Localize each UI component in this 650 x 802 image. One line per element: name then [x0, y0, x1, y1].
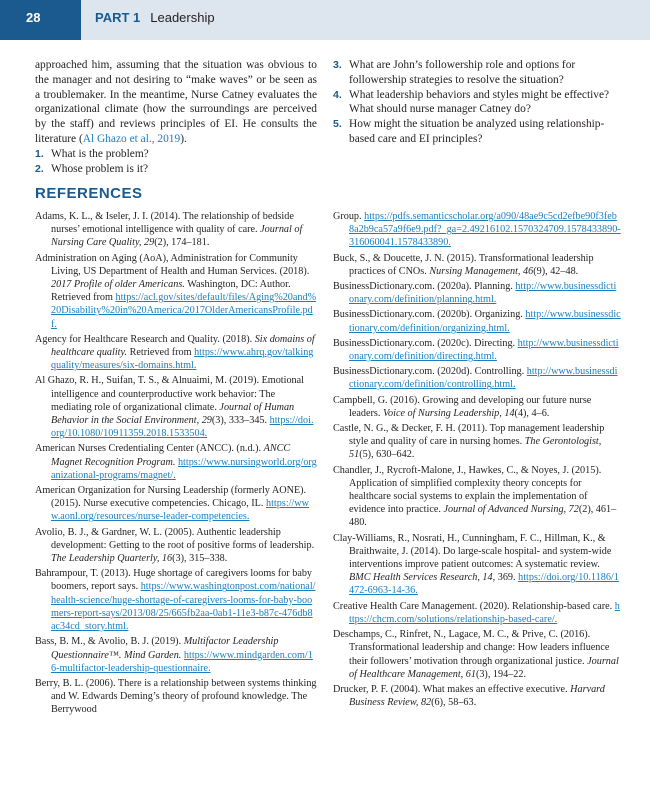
reference-link[interactable]: http://www.businessdictionary.com/definition/planning.html. — [349, 281, 617, 306]
references-heading: REFERENCES — [35, 185, 143, 202]
reference-source: 2017 Profile of older Americans. — [51, 279, 185, 291]
reference-link[interactable]: https://www.nursingworld.org/organizational-programs/magnet/. — [51, 456, 317, 481]
question-list-left — [35, 147, 317, 177]
question-number: 3. — [333, 59, 342, 71]
question-number: 4. — [333, 88, 342, 101]
reference-text: American Organization for Nursing Leadership (formerly AONE). (2015). Nurse executive competencies. Chicago, IL. — [35, 485, 307, 510]
reference-entry — [333, 308, 621, 334]
section-label: Leadership — [150, 10, 215, 25]
reference-text: Deschamps, C., Rinfret, N., Lagace, M. C., & Prive, C. (2016). Transformational leadership and change: How leaders influence their followers’ motivation through organizational justice. — [333, 629, 610, 667]
reference-text: (2), 461–480. — [349, 504, 617, 529]
reference-text: Clay-Williams, R., Nosrati, H., Cunningham, F. C., Hillman, K., & Braithwaite, J. (2014). Do large-scale hospital- and system-wide interventions improve patient outcomes: A systematic review. — [333, 532, 612, 571]
reference-source: Journal of Advanced Nursing, 72 — [443, 504, 579, 516]
references-left-column — [35, 210, 317, 719]
references-right-column — [333, 210, 621, 711]
reference-source: ANCC Magnet Recognition Program. — [51, 443, 291, 468]
question-text: How might the situation be analyzed using relationship-based care and EI principles? — [349, 118, 605, 145]
reference-text: (2), 174–181. — [154, 237, 210, 249]
question-item — [35, 147, 317, 162]
question-text: What leadership behaviors and styles might be effective? What should nurse manager Catney do? — [349, 88, 610, 116]
page-number: 28 — [0, 0, 81, 40]
reference-source: Six domains of healthcare quality. — [51, 333, 315, 359]
reference-text: Avolio, B. J., & Gardner, W. L. (2005). Authentic leadership development: Getting to the root of positive forms of leadership. — [35, 526, 315, 551]
reference-link[interactable]: http://www.businessdictionary.com/definition/organizing.html. — [349, 309, 621, 334]
reference-text: Administration on Aging (AoA), Administration for Community Living, US Department of Health and Human Services. (2018). — [35, 252, 310, 277]
reference-text: BusinessDictionary.com. (2020c). Directing. — [333, 337, 518, 349]
question-text: Whose problem is it? — [51, 162, 149, 175]
reference-entry — [333, 365, 621, 391]
reference-entry — [35, 210, 317, 250]
question-item — [333, 88, 621, 118]
reference-entry — [333, 252, 621, 278]
reference-source: Journal of Nursing Care Quality, 29 — [51, 224, 303, 249]
question-number: 2. — [35, 162, 44, 175]
reference-source: Journal of Healthcare Management, 61 — [349, 655, 619, 680]
citation-link[interactable]: Al Ghazo et al., 2019 — [82, 132, 181, 145]
reference-entry — [333, 683, 621, 709]
reference-text: , 369. — [492, 572, 519, 584]
reference-text: Al Ghazo, R. H., Suifan, T. S., & Alnuaimi, M. (2019). Emotional intelligence and counterproductive work behavior: The mediating role of organizational climate. — [35, 375, 305, 413]
reference-entry — [35, 526, 317, 566]
reference-link[interactable]: https://doi.org/10.1186/1472-6963-14-36. — [349, 572, 619, 597]
reference-link[interactable]: https://chcm.com/solutions/relationship-based-care/. — [349, 600, 620, 625]
reference-entry — [333, 628, 621, 681]
reference-link[interactable]: https://www.ahrq.gov/talkingquality/measures/six-domains.html. — [51, 347, 314, 372]
reference-entry — [35, 484, 317, 524]
reference-link[interactable]: http://www.businessdictionary.com/definition/controlling.html. — [349, 366, 618, 391]
reference-source: BMC Health Services Research, 14 — [349, 572, 493, 584]
reference-source: Multifactor Leadership Questionnaire™. Mind Garden. — [51, 636, 279, 661]
reference-entry — [333, 600, 621, 626]
reference-text: (6), 58–63. — [431, 697, 477, 709]
reference-text: Agency for Healthcare Research and Quality. (2018). — [35, 333, 255, 345]
reference-entry — [35, 567, 317, 633]
question-item — [35, 162, 317, 177]
reference-entry — [333, 532, 621, 598]
reference-text: Group. — [333, 211, 365, 222]
reference-source: Voice of Nursing Leadership, 14 — [382, 407, 515, 419]
reference-text: Bass, B. M., & Avolio, B. J. (2019). — [35, 636, 184, 648]
question-item — [333, 58, 621, 88]
reference-entry — [35, 333, 317, 373]
reference-entry — [333, 464, 621, 530]
reference-source: Harvard Business Review, 82 — [349, 683, 605, 709]
reference-link[interactable]: https://www.aonl.org/resources/nurse-leader-competencies. — [51, 498, 310, 523]
reference-text: Creative Health Care Management. (2020). Relationship-based care. — [333, 600, 615, 612]
reference-text: American Nurses Credentialing Center (ANCC). (n.d.). — [35, 443, 264, 455]
reference-text: Berry, B. L. (2006). There is a relationship between systems thinking and W. Edwards Deming’s theory of profound knowledge. The Berrywood — [35, 677, 317, 716]
question-list-right — [333, 58, 621, 147]
reference-entry — [333, 280, 621, 306]
part-label: PART 1 — [95, 10, 141, 25]
reference-text: Retrieved from — [127, 347, 195, 359]
reference-source: Nursing Management, 46 — [429, 265, 534, 277]
intro-paragraph: approached him, assuming that the situation was obvious to the manager and not desiring to “make waves” or be seen as a troublemaker. In the meantime, Nurse Catney evaluates the organizational climate (how the surroundings are perceived by the staff) and reviews principles of EI. He consults the literature (Al Ghazo et al., 2019). — [35, 59, 317, 145]
reference-entry — [35, 252, 317, 331]
question-text: What is the problem? — [51, 147, 149, 160]
reference-text: (3), 333–345. — [211, 415, 270, 427]
reference-text: BusinessDictionary.com. (2020d). Controlling. — [333, 366, 527, 378]
question-number: 5. — [333, 118, 342, 131]
reference-text: (3), 194–22. — [475, 668, 527, 680]
question-number: 1. — [35, 147, 44, 160]
reference-text: Chandler, J., Rycroft-Malone, J., Hawkes, C., & Noyes, J. (2015). Application of simplified complexity theory concepts for healthcare social systems to explain the implementation of evidence into practice. — [333, 464, 602, 516]
reference-entry — [333, 422, 621, 462]
question-text: What are John’s followership role and options for followership strategies to resolve the situation? — [349, 59, 576, 86]
reference-link[interactable]: https://doi.org/10.1080/10911359.2018.1533504. — [51, 415, 314, 440]
reference-text: BusinessDictionary.com. (2020b). Organizing. — [333, 309, 526, 321]
running-head — [81, 0, 650, 40]
reference-entry — [333, 394, 621, 420]
reference-text: (3), 315–338. — [172, 553, 228, 565]
reference-text: Buck, S., & Doucette, J. N. (2015). Transformational leadership practices of CNOs. — [333, 252, 594, 277]
reference-entry — [35, 442, 317, 482]
reference-text: Drucker, P. F. (2004). What makes an effective executive. — [333, 683, 571, 695]
reference-entry — [333, 210, 621, 250]
reference-entry — [35, 374, 317, 440]
reference-text: Campbell, G. (2016). Growing and developing our future nurse leaders. — [333, 394, 592, 419]
reference-link[interactable]: https://acl.gov/sites/default/files/Aging%20and%20Disability%20in%20America/2017OlderAmericansProfile.pdf. — [51, 292, 317, 330]
questions-column — [333, 58, 621, 147]
reference-source: The Gerontologist, 51 — [349, 436, 602, 461]
reference-link[interactable]: https://www.mindgarden.com/16-multifactor-leadership-questionnaire. — [51, 649, 313, 674]
reference-entry — [35, 635, 317, 675]
reference-entry — [35, 677, 317, 717]
reference-text: Washington, DC: Author. Retrieved from — [51, 279, 291, 304]
reference-text: Castle, N. G., & Decker, F. H. (2011). Top management leadership style and quality of care in nursing homes. — [333, 423, 605, 448]
reference-text: Adams, K. L., & Iseler, J. I. (2014). The relationship of bedside nurses’ emotional intelligence with quality of care. — [35, 211, 294, 236]
reference-entry — [333, 337, 621, 363]
reference-source: The Leadership Quarterly, 16 — [51, 553, 173, 565]
reference-link[interactable]: http://www.businessdictionary.com/definition/directing.html. — [349, 337, 619, 363]
reference-text: (9), 42–48. — [533, 265, 579, 277]
reference-link[interactable]: https://pdfs.semanticscholar.org/a090/48ae9c5cd2efbe90f3feb8a2b9ca57a9f6e9.pdf?_ga=2.49216102.1570324709.1578433890-316060041.1578433890. — [349, 211, 621, 249]
question-item — [333, 117, 621, 147]
reference-text: (5), 630–642. — [359, 449, 415, 461]
reference-link[interactable]: https://www.washingtonpost.com/national/health-science/huge-shortage-of-caregivers-looms-for-baby-boomers-report-says/2013/08/25/665fb2aa-0ab1-11e3-b87c-476db8ac34cd_story.html. — [51, 581, 316, 633]
intro-column — [35, 58, 317, 176]
page-header — [0, 0, 650, 40]
reference-text: Bahrampour, T. (2013). Huge shortage of caregivers looms for baby boomers, report says. — [35, 568, 313, 593]
reference-text: (4), 4–6. — [514, 407, 550, 419]
reference-text: BusinessDictionary.com. (2020a). Planning. — [333, 281, 516, 293]
reference-source: Journal of Human Behavior in the Social Environment, 29 — [51, 401, 295, 427]
